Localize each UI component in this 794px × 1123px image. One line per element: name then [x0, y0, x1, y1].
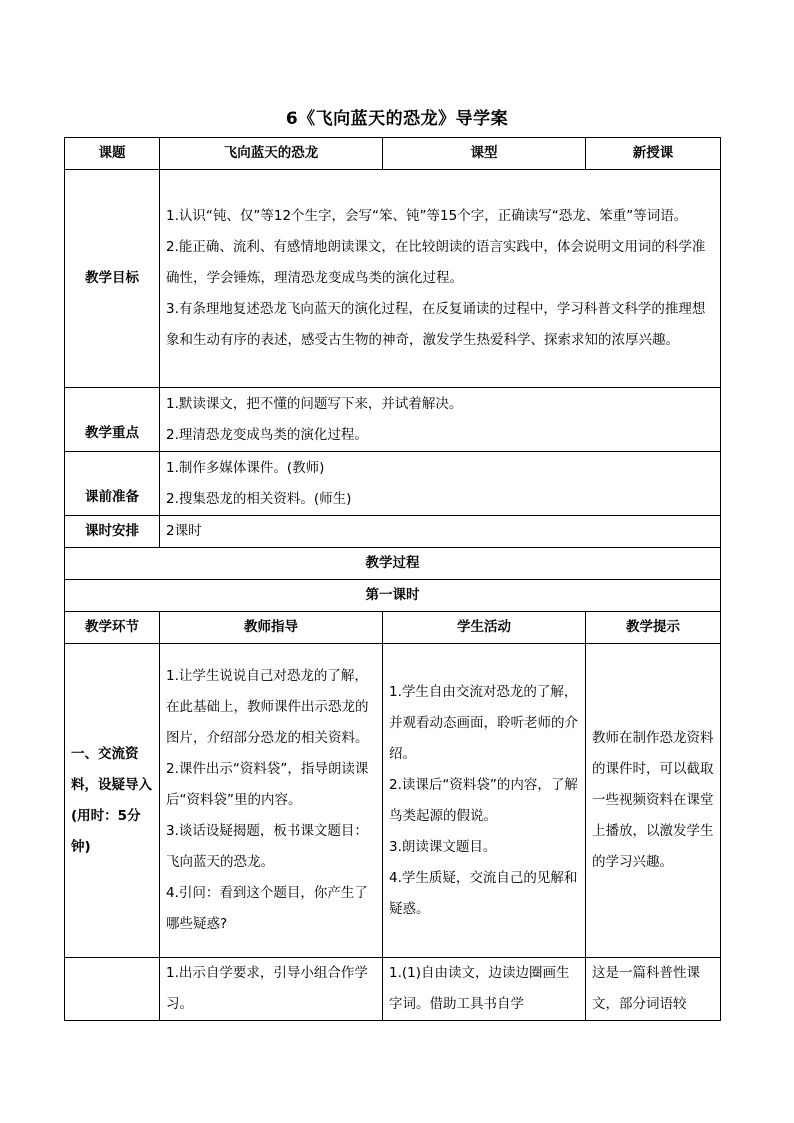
section1-student: [383, 644, 586, 958]
section1-hint: 教师在制作恐龙资料的课件时，可以截取一些视频资料在课堂上播放，以激发学生的学习兴趣。: [586, 644, 721, 958]
preparation-item: 2.搜集恐龙的相关资料。(师生): [166, 490, 352, 507]
teacher-step: 4.引问：看到这个题目，你产生了哪些疑惑?: [166, 885, 368, 932]
student-step: 3.朗读课文题目。: [389, 838, 497, 855]
section2-stage: [65, 958, 160, 1021]
student-step: 2.读课后“资料袋”的内容，了解鸟类起源的假说。: [389, 776, 578, 824]
schedule-value: 2课时: [160, 516, 721, 548]
section2-hint: 这是一篇科普性课文，部分词语较: [586, 958, 721, 1021]
preparation-row: [65, 452, 721, 516]
goal-item: 3.有条理地复述恐龙飞向蓝天的演化过程，在反复诵读的过程中，学习科普文科学的推理想象和生动有序的表述，感受古生物的神奇，激发学生热爱科学、探索求知的浓厚兴趣。: [166, 301, 706, 348]
lesson-heading: 第一课时: [65, 580, 721, 612]
teacher-step: 3.谈话设疑揭题，板书课文题目：飞向蓝天的恐龙。: [166, 823, 368, 870]
column-header-row: [65, 612, 721, 644]
type-label: 课型: [383, 138, 586, 170]
preparation-content: [160, 452, 721, 516]
key-points-content: [160, 388, 721, 452]
topic-value: 飞向蓝天的恐龙: [160, 138, 383, 170]
section1-teacher: [160, 644, 383, 958]
goal-item: 1.认识“钝、仅”等12个生字，会写“笨、钝”等15个字，正确读写“恐龙、笨重”等词语。: [166, 208, 688, 224]
key-point-item: 2.理清恐龙变成鸟类的演化过程。: [166, 426, 368, 443]
goals-row: [65, 170, 721, 388]
goal-item: 2.能正确、流利、有感情地朗读课文，在比较朗读的语言实践中，体会说明文用词的科学准确性，学会锤炼，理清恐龙变成鸟类的演化过程。: [166, 239, 706, 286]
preparation-item: 1.制作多媒体课件。(教师): [166, 459, 325, 476]
goals-label: 教学目标: [65, 170, 160, 388]
column-student: 学生活动: [383, 612, 586, 644]
section1-row: [65, 644, 721, 958]
section2-student: 1.(1)自由读文，边读边圈画生字词。借助工具书自学: [383, 958, 586, 1021]
student-step: 4.学生质疑，交流自己的见解和疑惑。: [389, 869, 578, 917]
column-hint: 教学提示: [586, 612, 721, 644]
preparation-label: 课前准备: [65, 452, 160, 516]
key-point-item: 1.默读课文，把不懂的问题写下来，并试着解决。: [166, 395, 463, 412]
lesson-heading-row: [65, 580, 721, 612]
key-points-label: 教学重点: [65, 388, 160, 452]
process-heading-row: [65, 548, 721, 580]
goals-content: [160, 170, 721, 388]
teacher-step: 1.让学生说说自己对恐龙的了解，在此基础上，教师课件出示恐龙的图片，介绍部分恐龙的相关资料。: [166, 668, 369, 746]
type-value: 新授课: [586, 138, 721, 170]
section1-stage: 一、交流资料，设疑导入(用时：5分钟): [65, 644, 160, 958]
key-points-row: [65, 388, 721, 452]
schedule-row: [65, 516, 721, 548]
student-step: 1.学生自由交流对恐龙的了解，并观看动态画面，聆听老师的介绍。: [389, 683, 578, 762]
column-teacher: 教师指导: [160, 612, 383, 644]
section2-row: [65, 958, 721, 1021]
header-row: [65, 138, 721, 170]
document-title: 6《飞向蓝天的恐龙》导学案: [285, 109, 509, 129]
section2-teacher: 1.出示自学要求，引导小组合作学习。: [160, 958, 383, 1021]
column-stage: 教学环节: [65, 612, 160, 644]
teacher-step: 2.课件出示“资料袋”，指导朗读课后“资料袋”里的内容。: [166, 761, 369, 808]
topic-label: 课题: [65, 138, 160, 170]
process-heading: 教学过程: [65, 548, 721, 580]
lesson-plan-table: [64, 137, 721, 1021]
schedule-label: 课时安排: [65, 516, 160, 548]
